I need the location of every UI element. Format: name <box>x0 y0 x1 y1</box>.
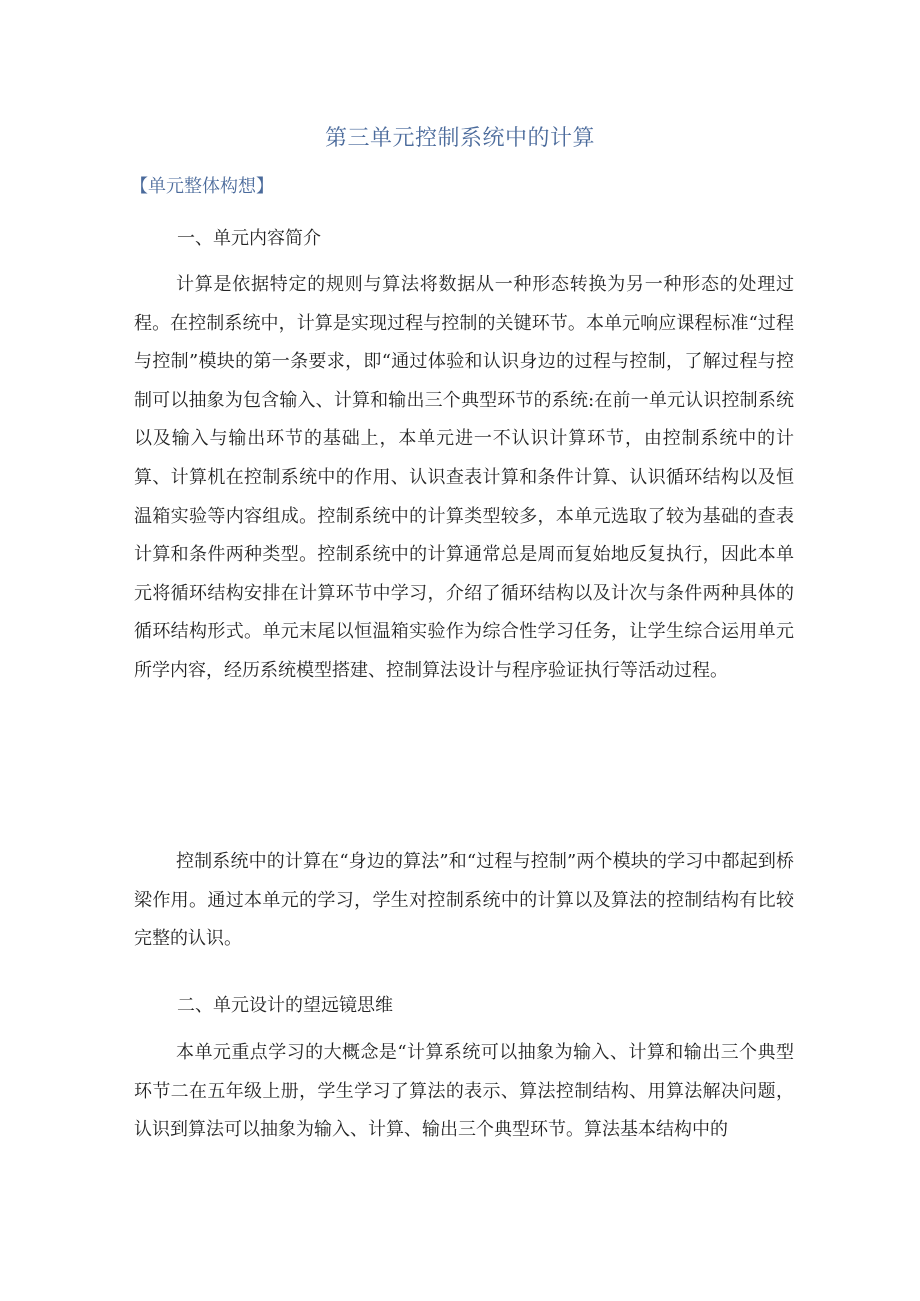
paragraph-unit-intro: 计算是依据特定的规则与算法将数据从一种形态转换为另一种形态的处理过程。在控制系统中，计算是实现过程与控制的关键环节。本单元响应课程标准“过程与控制”模块的第一条要求，即“通过体验和认识身边的过程与控制，了解过程与控制可以抽象为包含输入、计算和输出三个典型环节的系统:在前一单元认识控制系统以及输入与输出环节的基础上，本单元进一不认识计算环节，由控制系统中的计算、计算机在控制系统中的作用、认识查表计算和条件计算、认识循环结构以及恒温箱实验等内容组成。控制系统中的计算类型较多，本单元选取了较为基础的查表计算和条件两种类型。控制系统中的计算通常总是周而复始地反复执行，因此本单元将循环结构安排在计算环节中学习，介绍了循环结构以及计次与条件两种具体的循环结构形式。单元末尾以恒温箱实验作为综合性学习任务，让学生综合运用单元所学内容，经历系统模型搭建、控制算法设计与程序验证执行等活动过程。 <box>134 274 794 681</box>
document-title: 第三单元控制系统中的计算 <box>324 126 595 151</box>
section-tag: 【单元整体构想】 <box>130 176 274 197</box>
paragraph-bridge-role: 控制系统中的计算在“身边的算法”和“过程与控制”两个模块的学习中都起到桥梁作用。通过本单元的学习，学生对控制系统中的计算以及算法的控制结构有比较完整的认识。 <box>134 851 794 950</box>
heading-telescope-thinking: 二、单元设计的望远镜思维 <box>177 995 393 1016</box>
heading-unit-intro: 一、单元内容简介 <box>177 228 321 249</box>
paragraph-big-concept: 本单元重点学习的大概念是“计算系统可以抽象为输入、计算和输出三个典型环节二在五年级上册，学生学习了算法的表示、算法控制结构、用算法解决问题，认识到算法可以抽象为输入、计算、输出三个典型环节。算法基本结构中的 <box>134 1042 794 1141</box>
